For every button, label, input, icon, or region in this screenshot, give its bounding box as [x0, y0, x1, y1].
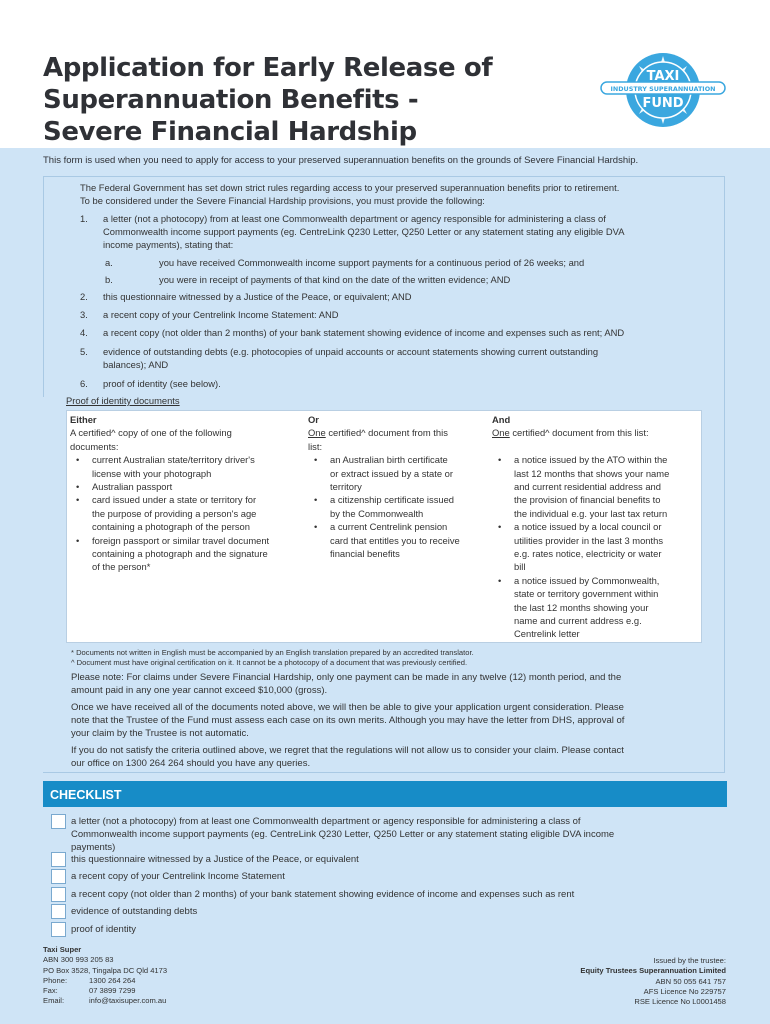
column-or — [308, 413, 488, 560]
checkbox[interactable] — [51, 922, 66, 937]
column-either — [70, 413, 305, 574]
checkbox[interactable] — [51, 887, 66, 902]
requirements-lead: To be considered under the Severe Financial Hardship provisions, you must provide the following: — [80, 195, 485, 206]
requirements-lead: The Federal Government has set down strict rules regarding access to your preserved superannuation benefits prior to retirement. — [80, 182, 620, 193]
proof-of-identity-table — [66, 410, 702, 643]
requirement-sub-a: you have received Commonwealth income support payments for a continuous period of 26 weeks; and — [159, 257, 585, 268]
checkbox[interactable] — [51, 814, 66, 829]
title-line: Application for Early Release of — [43, 53, 493, 83]
checklist-item-label: proof of identity — [71, 924, 136, 935]
footer-phone: Phone: 1300 264 264 — [43, 975, 136, 985]
checklist-header: CHECKLIST — [43, 781, 727, 807]
footer-address: PO Box 3528, Tingalpa DC Qld 4173 — [43, 965, 168, 975]
footer-fax: Fax: 07 3899 7299 — [43, 986, 136, 996]
list-number: 4. — [80, 327, 88, 338]
requirement-item-1: Commonwealth income support payments (eg. CentreLink Q230 Letter, Q250 Letter or any statement stating any eligible DVA — [103, 226, 625, 237]
requirement-sub-b: you were in receipt of payments of that kind on the date of the written evidence; AND — [159, 274, 511, 285]
footer-org: Taxi Super — [43, 945, 82, 954]
checklist-item-label: evidence of outstanding debts — [71, 906, 198, 917]
footer-contact — [43, 945, 167, 1007]
list-item: • a notice issued by a local council or utilities provider in the last 3 months e.g. rates notice, electricity or water bill — [492, 520, 697, 574]
footnote: ^ Document must have original certification on it. It cannot be a photocopy of a document that was previously certified. — [71, 658, 468, 667]
note-paragraph: Please note: For claims under Severe Financial Hardship, only one payment can be made in any twelve (12) month period, and the amount paid in any one year cannot exceed $10,000 (gross). — [71, 672, 622, 696]
requirement-item-5: evidence of outstanding debts (e.g. photocopies of unpaid accounts or account statements showing current outstanding — [103, 346, 599, 357]
requirement-item-2: this questionnaire witnessed by a Justice of the Peace, or equivalent; AND — [103, 291, 412, 302]
checkbox[interactable] — [51, 904, 66, 919]
requirement-item-5: balances); AND — [103, 359, 169, 370]
checklist-item-label: a recent copy (not older than 2 months) of your bank statement showing evidence of income and expenses such as rent — [71, 889, 575, 900]
footer-issued: Issued by the trustee: — [653, 956, 726, 965]
requirement-item-3: a recent copy of your Centrelink Income Statement: AND — [103, 309, 339, 320]
taxi-super-logo-icon — [598, 40, 728, 140]
list-item: • card issued under a state or territory for the purpose of providing a person's age containing a photograph of the person — [70, 493, 305, 533]
column-intro: documents: — [70, 440, 119, 452]
checklist-item-label: a recent copy of your Centrelink Income Statement — [71, 871, 285, 882]
list-item: • current Australian state/territory driver's license with your photograph — [70, 453, 305, 480]
footer-trustee-abn: ABN 50 055 641 757 — [655, 976, 726, 986]
requirement-item-6: proof of identity (see below). — [103, 378, 221, 389]
column-intro: A certified^ copy of one of the following — [70, 427, 232, 439]
column-heading: Either — [70, 414, 97, 425]
footer-rse: RSE Licence No L0001458 — [634, 997, 726, 1007]
list-item: • foreign passport or similar travel document containing a photograph and the signature of the person* — [70, 534, 305, 574]
logo-bottom-text: FUND — [642, 96, 684, 111]
list-item: • a notice issued by Commonwealth, state or territory government within the last 12 months showing your name and current address e.g. Centrelink letter — [492, 574, 697, 641]
requirement-item-4: a recent copy (not older than 2 months) of your bank statement showing evidence of income and expenses such as rent; AND — [103, 327, 625, 338]
column-heading: And — [492, 414, 511, 425]
intro-text: This form is used when you need to apply for access to your preserved superannuation benefits on the grounds of Severe Financial Hardship. — [43, 155, 639, 166]
checklist-item-label: this questionnaire witnessed by a Justice of the Peace, or equivalent — [71, 854, 359, 865]
column-and — [492, 413, 697, 641]
note-paragraph: Once we have received all of the documents noted above, we will then be able to give your application urgent consideration. Please note that the Trustee of the Fund must assess each case on its own merits. Although you may have the letter from DHS, approval of your claim by the Trustee is not automatic. — [71, 702, 625, 739]
proof-of-identity-heading: Proof of identity documents — [66, 395, 180, 406]
footer-afs: AFS Licence No 229757 — [643, 986, 726, 996]
checkbox[interactable] — [51, 869, 66, 884]
page-title — [43, 52, 492, 148]
list-number: 5. — [80, 346, 88, 357]
checkbox[interactable] — [51, 852, 66, 867]
column-heading: Or — [308, 414, 319, 425]
list-item: • a current Centrelink pension card that entitles you to receive financial benefits — [308, 520, 488, 560]
logo-band-text: INDUSTRY SUPERANNUATION — [610, 85, 716, 93]
requirement-item-1: income payments), stating that: — [103, 239, 234, 250]
list-item: • an Australian birth certificate or extract issued by a state or territory — [308, 453, 488, 493]
list-item: • a citizenship certificate issued by the Commonwealth — [308, 493, 488, 520]
requirement-item-1: a letter (not a photocopy) from at least one Commonwealth department or agency responsible for administering a class of — [103, 213, 606, 224]
column-intro: One certified^ document from this — [308, 427, 448, 439]
list-number: 6. — [80, 378, 88, 389]
column-intro: One certified^ document from this list: — [492, 427, 649, 439]
list-item: • Australian passport — [70, 480, 305, 493]
list-item: • a notice issued by the ATO within the last 12 months that shows your name and current residential address and the provision of financial benefits to the individual e.g. your last tax return — [492, 453, 697, 520]
page-header — [0, 0, 770, 148]
list-number: 3. — [80, 309, 88, 320]
footer-trustee — [580, 956, 726, 1007]
footer-email: Email: info@taxisuper.com.au — [43, 996, 167, 1006]
footer-abn: ABN 300 993 205 83 — [43, 955, 114, 965]
logo-top-text: TAXI — [646, 69, 680, 84]
list-letter: b. — [105, 274, 113, 285]
title-line: Severe Financial Hardship — [43, 117, 417, 147]
list-number: 2. — [80, 291, 88, 302]
checklist-item-label: a letter (not a photocopy) from at least one Commonwealth department or agency responsible for administering a class of Commonwealth income support payments (eg. CentreLink Q230 Letter, Q250 Letter or any statement stating eligible DVA income payments) — [71, 816, 615, 853]
footer-trustee-name: Equity Trustees Superannuation Limited — [580, 966, 726, 976]
list-number: 1. — [80, 213, 88, 224]
list-letter: a. — [105, 257, 113, 268]
note-paragraph: If you do not satisfy the criteria outlined above, we regret that the regulations will not allow us to consider your claim. Please contact our office on 1300 264 264 should you have any queries. — [71, 745, 624, 769]
footnote: * Documents not written in English must be accompanied by an English translation prepared by an accredited translator. — [71, 648, 474, 657]
column-intro: list: — [308, 440, 323, 452]
title-line: Superannuation Benefits - — [43, 85, 419, 115]
